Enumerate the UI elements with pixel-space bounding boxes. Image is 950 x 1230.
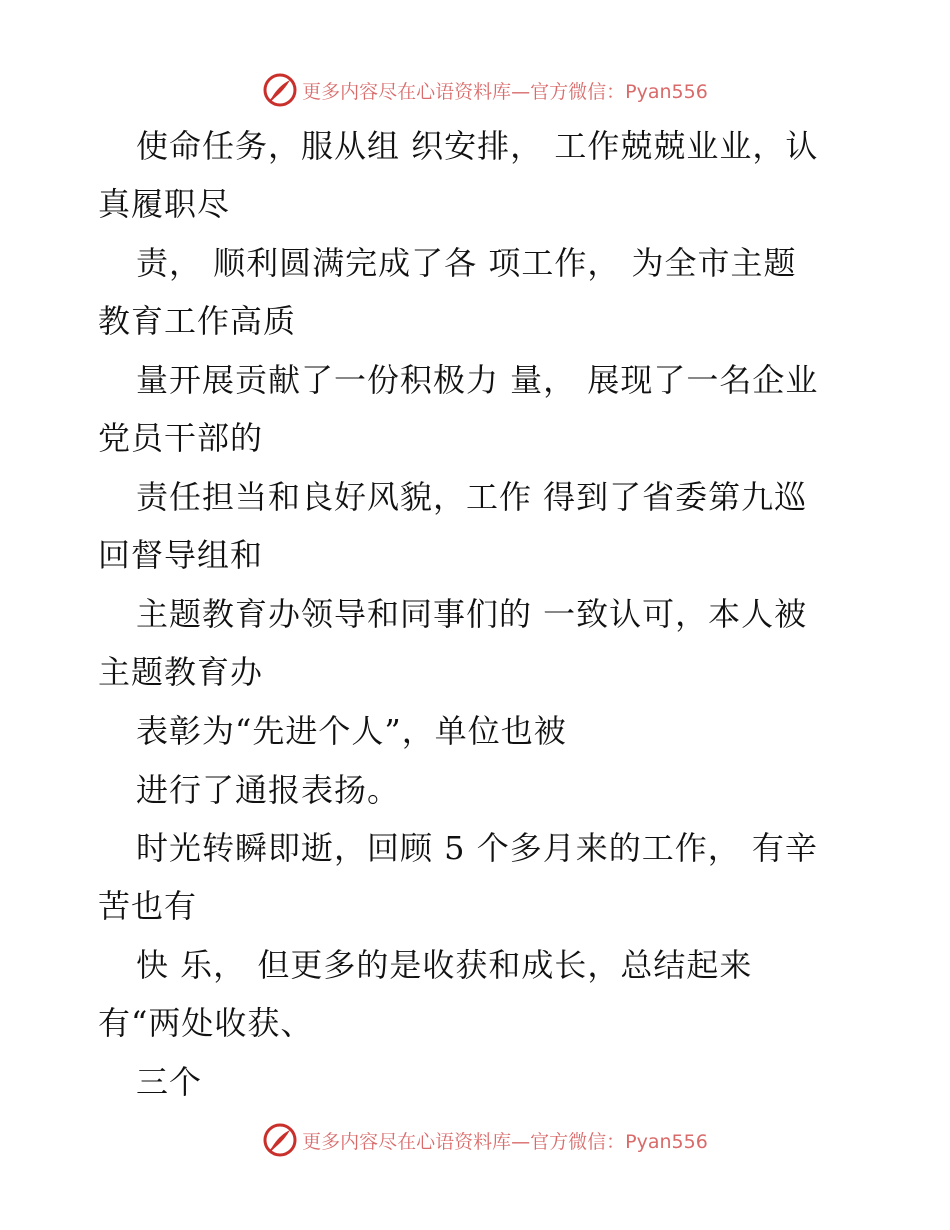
footer-watermark-banner: [0, 1120, 950, 1160]
feather-pen-logo-icon: [262, 1122, 298, 1158]
text-line: 量开展贡献了一份积极力 量， 展现了一名企业: [136, 361, 819, 399]
footer-watermark-text: 更多内容尽在心语资料库—官方微信：Pyan556: [302, 1130, 708, 1153]
text-line: 表彰为“先进个人”，单位也被: [136, 712, 567, 750]
text-line: 使命任务，服从组 织安排， 工作兢兢业业，认: [136, 127, 819, 165]
text-line: 回督导组和: [98, 536, 264, 574]
text-line: 党员干部的: [98, 419, 264, 457]
text-line: 责， 顺利圆满完成了各 项工作， 为全市主题: [136, 244, 797, 282]
header-watermark-text: 更多内容尽在心语资料库—官方微信：Pyan556: [302, 80, 708, 103]
text-line: 三个: [136, 1063, 203, 1101]
text-line: 有“两处收获、: [98, 1004, 314, 1042]
text-line: 主题教育办领导和同事们的 一致认可，本人被: [136, 595, 808, 633]
text-line: 快 乐， 但更多的是收获和成长，总结起来: [136, 946, 753, 984]
text-line: 进行了通报表扬。: [136, 771, 401, 809]
text-line: 教育工作高质: [98, 302, 297, 340]
text-line: 苦也有: [98, 887, 198, 925]
text-line: 责任担当和良好风貌，工作 得到了省委第九巡: [136, 478, 808, 516]
text-line: 真履职尽: [98, 185, 231, 223]
text-line: 主题教育办: [98, 653, 264, 691]
text-line: 时光转瞬即逝，回顾 5 个多月来的工作， 有辛: [136, 829, 818, 867]
